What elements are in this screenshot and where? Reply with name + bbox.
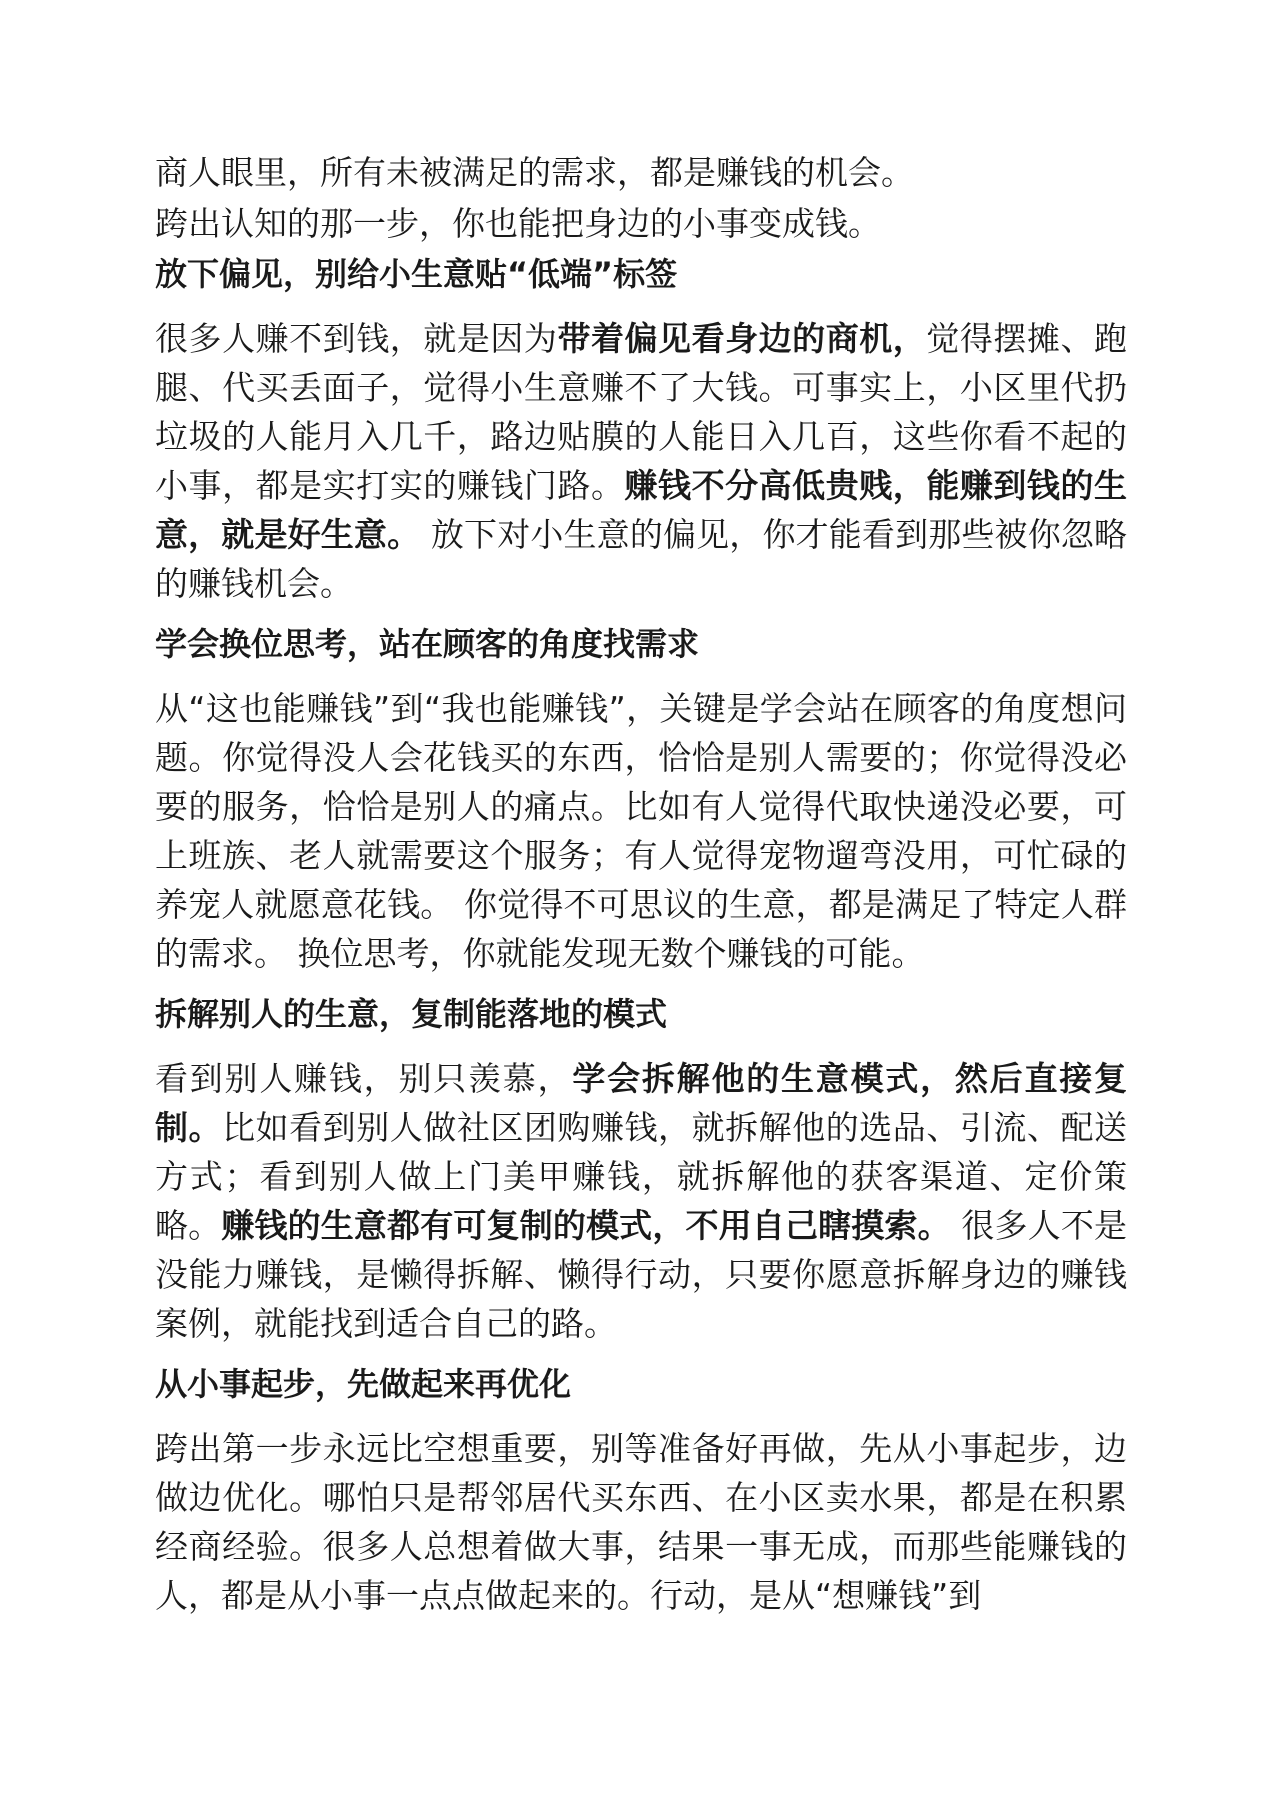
section-body-1 xyxy=(155,314,1127,608)
section-1-text-a: 很多人赚不到钱，就是因为 xyxy=(155,319,558,358)
section-1-bold-a: 带着偏见看身边的商机， xyxy=(557,319,927,358)
section-body-2: 从“这也能赚钱”到“我也能赚钱”，关键是学会站在顾客的角度想问题。你觉得没人会花钱买的东西，恰恰是别人需要的；你觉得没必要的服务，恰恰是别人的痛点。比如有人觉得代取快递没必要，可上班族、老人就需要这个服务；有人觉得宠物遛弯没用，可忙碌的养宠人就愿意花钱。 你觉得不可思议的生意，都是满足了特定人群的需求。 换位思考，你就能发现无数个赚钱的可能。 xyxy=(155,689,1127,973)
intro-line-2: 跨出认知的那一步，你也能把身边的小事变成钱。 xyxy=(155,204,881,243)
section-heading-3: 拆解别人的生意，复制能落地的模式 xyxy=(155,995,668,1033)
section-3-text-c: 很多人不是没能力赚钱，是懒得拆解、懒得行动，只要你愿意拆解身边的赚钱案例，就能找到适合自己的路。 xyxy=(155,1206,1128,1343)
section-3-text-a: 看到别人赚钱，别只羡慕， xyxy=(155,1059,573,1098)
section-heading-2: 学会换位思考，站在顾客的角度找需求 xyxy=(155,625,700,663)
section-body-3 xyxy=(155,1054,1127,1348)
section-body-4: 跨出第一步永远比空想重要，别等准备好再做，先从小事起步，边做边优化。哪怕只是帮邻居代买东西、在小区卖水果，都是在积累经商经验。很多人总想着做大事，结果一事无成，而那些能赚钱的人，都是从小事一点点做起来的。行动，是从“想赚钱”到 xyxy=(155,1429,1127,1615)
intro-line-1: 商人眼里，所有未被满足的需求，都是赚钱的机会。 xyxy=(155,153,914,192)
section-1-text-b: 觉得摆摊、跑腿、代买丢面子，觉得小生意赚不了大钱。可事实上，小区里代扔垃圾的人能月入几千，路边贴膜的人能日入几百，这些你看不起的小事，都是实打实的赚钱门路。 xyxy=(155,319,1128,505)
section-3-bold-b: 赚钱的生意都有可复制的模式，不用自己瞎摸索。 xyxy=(221,1206,951,1245)
section-3-bold-a: 学会拆解他的生意模式，然后直接复制。 xyxy=(155,1059,1128,1147)
section-heading-4: 从小事起步，先做起来再优化 xyxy=(155,1365,572,1403)
section-3-text-b: 比如看到别人做社区团购赚钱，就拆解他的选品、引流、配送方式；看到别人做上门美甲赚钱，就拆解他的获客渠道、定价策略。 xyxy=(155,1108,1128,1245)
section-heading-1: 放下偏见，别给小生意贴“低端”标签 xyxy=(155,255,678,293)
section-1-text-c: 放下对小生意的偏见，你才能看到那些被你忽略的赚钱机会。 xyxy=(155,515,1127,603)
section-1-bold-b: 赚钱不分高低贵贱，能赚到钱的生意，就是好生意。 xyxy=(155,466,1128,554)
